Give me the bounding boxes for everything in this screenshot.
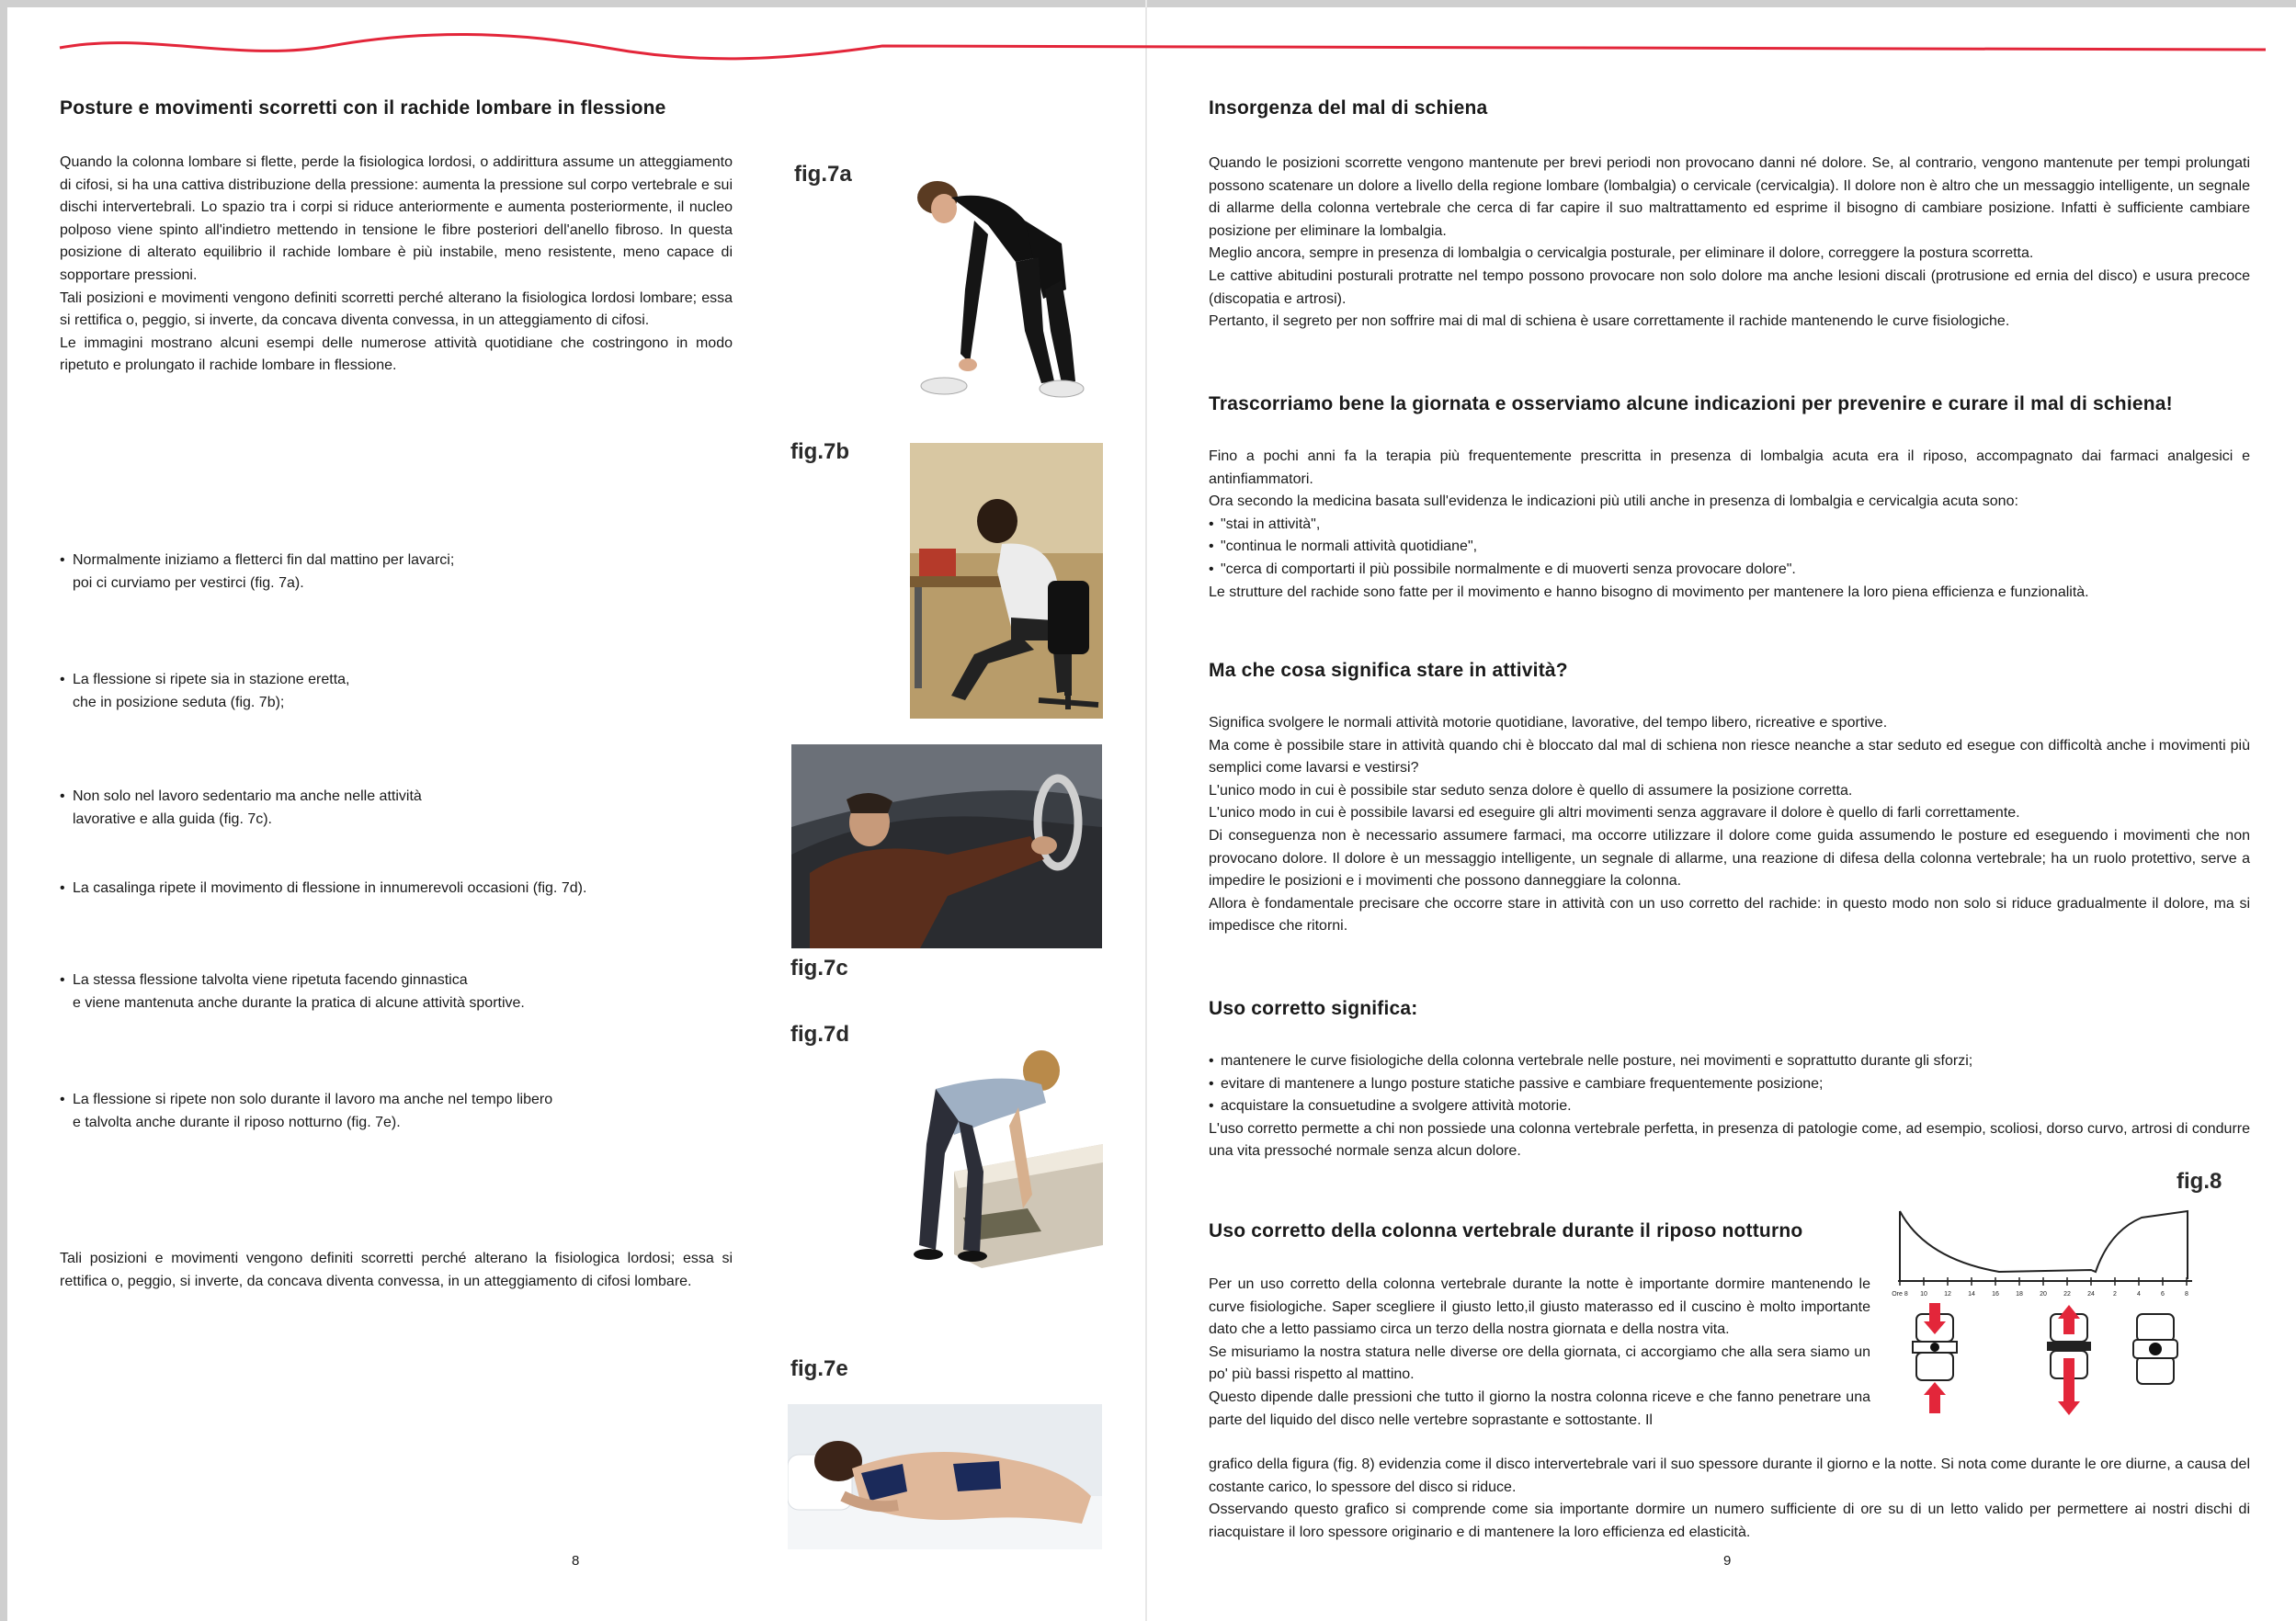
fig7e-label: fig.7e [790, 1356, 848, 1381]
s4-bullet-2: • evitare di mantenere a lungo posture statiche passive e cambiare frequentemente posizione; [1209, 1073, 2250, 1096]
fig7d-photo [881, 1034, 1103, 1305]
bullet-5-line1: La stessa flessione talvolta viene ripetuta facendo ginnastica [73, 972, 468, 988]
s1-para-1: Quando le posizioni scorrette vengono mantenute per brevi periodi non provocano danni né dolore. Se, al contrario, vengono mantenute per tempi prolungati possono scatenare un dolore a livello della regione lombare (lombalgia) o cervicale (cervicalgia). Il dolore non è altro che un messaggio intelligente, un segnale di allarme della colonna vertebrale che cerca di far capire il suo maltrattamento ed esprime il bisogno di cambiare posizione. Infatti è sufficiente cambiare posizione per eliminare la lombalgia. [1209, 155, 2250, 239]
bullet-2-line2: che in posizione seduta (fig. 7b); [73, 694, 285, 710]
fig7b-photo [910, 443, 1103, 719]
s4-bullet-list [1209, 1050, 2250, 1118]
s2-para-2: Ora secondo la medicina basata sull'evidenza le indicazioni più utili anche in presenza di lombalgia e cervicalgia acuta sono: [1209, 493, 2018, 510]
s3-para-6: Allora è fondamentale precisare che occorre stare in attività con un uso corretto del rachide: in questo modo non solo si riduce gradualmente il dolore, ma si impedisce che ritorni. [1209, 895, 2250, 935]
s3-para-2: Ma come è possibile stare in attività quando chi è bloccato dal mal di schiena non riesce neanche a star seduto ed esegue con difficoltà anche i movimenti più semplici come lavarsi e vestirsi? [1209, 737, 2250, 776]
s5-para-2: Se misuriamo la nostra statura nelle diverse ore della giornata, ci accorgiamo che alla sera siamo un po' più bassi rispetto al mattino. [1209, 1343, 1870, 1383]
s3-body [1209, 712, 2250, 938]
fig8-tick-3: 14 [1968, 1291, 1975, 1298]
bullet-2-line1: La flessione si ripete sia in stazione eretta, [73, 672, 350, 687]
s5-heading: Uso corretto della colonna vertebrale durante il riposo notturno [1209, 1220, 1803, 1241]
bullet-4-line1: La casalinga ripete il movimento di flessione in innumerevoli occasioni (fig. 7d). [73, 880, 587, 896]
fig7b-label: fig.7b [790, 439, 849, 464]
fig8-tick-9: 2 [2113, 1291, 2117, 1298]
fig8-tick-8: 24 [2087, 1291, 2095, 1298]
bullet-5-line2: e viene mantenuta anche durante la pratica di alcune attività sportive. [73, 994, 525, 1011]
page-gutter [1145, 0, 1147, 1621]
bullet-5: • La stessa flessione talvolta viene ripetuta facendo ginnastica e viene mantenuta anche durante la pratica di alcune attività sportive. [60, 972, 525, 1011]
scan-border-left [0, 0, 7, 1621]
bullet-1: • Normalmente iniziamo a fletterci fin dal mattino per lavarci; poi ci curviamo per vestirci (fig. 7a). [60, 552, 455, 591]
left-heading: Posture e movimenti scorretti con il rachide lombare in flessione [60, 97, 666, 119]
red-wave-rule [0, 28, 2296, 64]
s1-para-2: Meglio ancora, sempre in presenza di lombalgia o cervicalgia posturale, per eliminare il dolore, correggere la postura scorretta. [1209, 245, 2034, 262]
intro-para-2: Tali posizioni e movimenti vengono definiti scorretti perché alterano la fisiologica lordosi lombare; essa si rettifica o, peggio, si inverte, da concava diventa convessa, in un atteggiamento di cifosi. [60, 289, 733, 329]
fig7a-photo [887, 170, 1085, 409]
s1-body [1209, 153, 2250, 334]
intro-para-1: Quando la colonna lombare si flette, perde la fisiologica lordosi, o addirittura assume un atteggiamento di cifosi, si ha una cattiva distribuzione della pressione: aumenta la pressione sul corpo vertebrale e sui dischi intervertebrali. Lo spazio tra i corpi si riduce anteriormente e aumenta posteriormente, il nucleo polposo viene spinto all'indietro mettendo in tensione le fibre posteriori dell'anello fibroso. In questa posizione di alterato equilibrio il rachide lombare è più instabile, meno resistente, meno capace di sopportare pressioni. [60, 154, 733, 283]
s2-bullet-3: • "cerca di comportarti il più possibile normalmente e di muoverti senza provocare dolore". [1209, 559, 2250, 582]
bullet-6-line1: La flessione si ripete non solo durante il lavoro ma anche nel tempo libero [73, 1092, 553, 1107]
bullet-4: • La casalinga ripete il movimento di flessione in innumerevoli occasioni (fig. 7d). [60, 880, 587, 896]
bullet-3-line2: lavorative e alla guida (fig. 7c). [73, 810, 272, 827]
s2-body [1209, 446, 2250, 604]
s3-para-4: L'unico modo in cui è possibile lavarsi ed eseguire gli altri movimenti senza aggravare il dolore è quello di farli correttamente. [1209, 805, 2020, 822]
fig8-tick-5: 18 [2016, 1291, 2023, 1298]
bullet-2: • La flessione si ripete sia in stazione eretta, che in posizione seduta (fig. 7b); [60, 672, 350, 710]
s2-para-1: Fino a pochi anni fa la terapia più frequentemente prescritta in presenza di lombalgia acuta era il riposo, accompagnato dai farmaci analgesici e antinfiammatori. [1209, 448, 2250, 487]
s1-heading: Insorgenza del mal di schiena [1209, 97, 1488, 119]
fig8-tick-10: 4 [2137, 1291, 2141, 1298]
fig8-tick-7: 22 [2063, 1291, 2071, 1298]
s3-para-1: Significa svolgere le normali attività motorie quotidiane, lavorative, del tempo libero, ricreative e sportive. [1209, 715, 1888, 731]
s4-heading: Uso corretto significa: [1209, 998, 1418, 1019]
bullet-3-line1: Non solo nel lavoro sedentario ma anche nelle attività [73, 788, 422, 804]
s5-para-3: Questo dipende dalle pressioni che tutto il giorno la nostra colonna riceve e che fanno penetrare una parte del liquido del disco nelle vertebre soprastante e sottostante. Il [1209, 1389, 1870, 1428]
s5-para-5: Osservando questo grafico si comprende come sia importante dormire un numero sufficiente di ore su di un letto valido per permettere ai nostri dischi di riacquistare il loro spessore originario e di mantenere la loro efficienza ed elasticità. [1209, 1502, 2250, 1540]
fig7d-label: fig.7d [790, 1022, 849, 1047]
intro-para-3: Le immagini mostrano alcuni esempi delle numerose attività quotidiane che costringono in modo ripetuto e prolungato il rachide lombare in flessione. [60, 334, 733, 374]
bullet-6: • La flessione si ripete non solo durante il lavoro ma anche nel tempo libero e talvolta anche durante il riposo notturno (fig. 7e). [60, 1092, 553, 1130]
fig8-tick-1: 10 [1920, 1291, 1927, 1298]
bullet-3: • Non solo nel lavoro sedentario ma anche nelle attività lavorative e alla guida (fig. 7c). [60, 788, 422, 827]
s2-bullet-2: • "continua le normali attività quotidiane", [1209, 536, 2250, 559]
bullet-1-line1: Normalmente iniziamo a fletterci fin dal mattino per lavarci; [73, 552, 455, 568]
fig8-disc-pressure-icon [2047, 1305, 2091, 1415]
s1-para-4: Pertanto, il segreto per non soffrire mai di mal di schiena è usare correttamente il rachide mantenendo le curve fisiologiche. [1209, 313, 2010, 330]
fig8-label: fig.8 [2177, 1169, 2222, 1194]
fig8-tick-11: 6 [2161, 1291, 2165, 1298]
s3-heading: Ma che cosa significa stare in attività? [1209, 660, 1568, 681]
page-number-right: 9 [1723, 1553, 1732, 1569]
fig8-tick-12: 8 [2185, 1291, 2188, 1298]
s4-bullet-1: • mantenere le curve fisiologiche della colonna vertebrale nelle posture, nei movimenti e soprattutto durante gli sforzi; [1209, 1050, 2250, 1073]
fig8-disc-thickness-graph [1889, 1195, 2256, 1424]
s2-heading: Trascorriamo bene la giornata e osserviamo alcune indicazioni per prevenire e curare il mal di schiena! [1209, 393, 2173, 414]
s5-para-4: grafico della figura (fig. 8) evidenzia come il disco intervertebrale vari il suo spessore durante il giorno e la notte. Si nota come durante le ore diurne, a causa del costante carico, lo spessore del disco si riduce. [1209, 1457, 2250, 1495]
fig7e-photo [788, 1404, 1102, 1549]
fig8-tick-2: 12 [1944, 1291, 1951, 1298]
bullet-1-line2: poi ci curviamo per vestirci (fig. 7a). [73, 574, 304, 591]
s5-para-1: Per un uso corretto della colonna vertebrale durante la notte è importante dormire mantenendo le curve fisiologiche. Saper scegliere il giusto letto,il giusto materasso ed il cuscino è molto importante dato che a letto passiamo circa un terzo della nostra giornata e della nostra vita. [1209, 1276, 1870, 1338]
fig7a-label: fig.7a [794, 162, 852, 187]
fig7c-photo [791, 744, 1102, 948]
page-number-left: 8 [572, 1553, 580, 1569]
s5-narrow-body [1209, 1274, 1870, 1432]
s4-bullet-3: • acquistare la consuetudine a svolgere attività motorie. [1209, 1095, 2250, 1118]
s1-para-3: Le cattive abitudini posturali protratte nel tempo possono provocare non solo dolore ma anche lesioni discali (protrusione ed ernia del disco) e usura precoce (discopatia e artrosi). [1209, 267, 2250, 307]
bullet-6-line2: e talvolta anche durante il riposo notturno (fig. 7e). [73, 1114, 401, 1130]
scan-border-top [0, 0, 2296, 7]
fig8-disc-compressed-icon [1913, 1303, 1957, 1413]
s2-bullet-1: • "stai in attività", [1209, 514, 2250, 537]
s2-bullet-list [1209, 514, 2250, 582]
fig8-tick-0: Ore 8 [1892, 1291, 1908, 1298]
left-intro [60, 152, 733, 378]
left-closing: Tali posizioni e movimenti vengono definiti scorretti perché alterano la fisiologica lordosi; essa si rettifica o, peggio, si inverte, da concava diventa convessa, in un atteggiamento di cifosi lombare. [60, 1251, 733, 1289]
s3-para-5: Di conseguenza non è necessario assumere farmaci, ma occorre utilizzare il dolore come guida assumendo le posture ed eseguendo i movimenti che non provocano dolore. Il dolore è un messaggio intelligente, un segnale di allarme, una reazione di difesa della colonna vertebrale; ha un ruolo protettivo, serve a impedire le posizioni e i movimenti che possono danneggiare la colonna. [1209, 827, 2250, 890]
s4-body [1209, 1050, 2250, 1163]
fig7c-label: fig.7c [790, 956, 848, 981]
s5-wide-body [1209, 1454, 2250, 1544]
fig8-tick-6: 20 [2040, 1291, 2047, 1298]
s4-para: L'uso corretto permette a chi non possiede una colonna vertebrale perfetta, in presenza di patologie come, ad esempio, scoliosi, dorso curvo, artrosi di condurre una vita pressoché normale senza alcun dolore. [1209, 1120, 2250, 1160]
fig8-disc-rested-icon [2133, 1314, 2177, 1384]
s3-para-3: L'unico modo in cui è possibile star seduto senza dolore è quello di assumere la posizione corretta. [1209, 782, 1853, 799]
s2-para-3: Le strutture del rachide sono fatte per il movimento e hanno bisogno di movimento per mantenere la loro piena efficienza e funzionalità. [1209, 584, 2089, 600]
fig8-tick-4: 16 [1992, 1291, 1999, 1298]
